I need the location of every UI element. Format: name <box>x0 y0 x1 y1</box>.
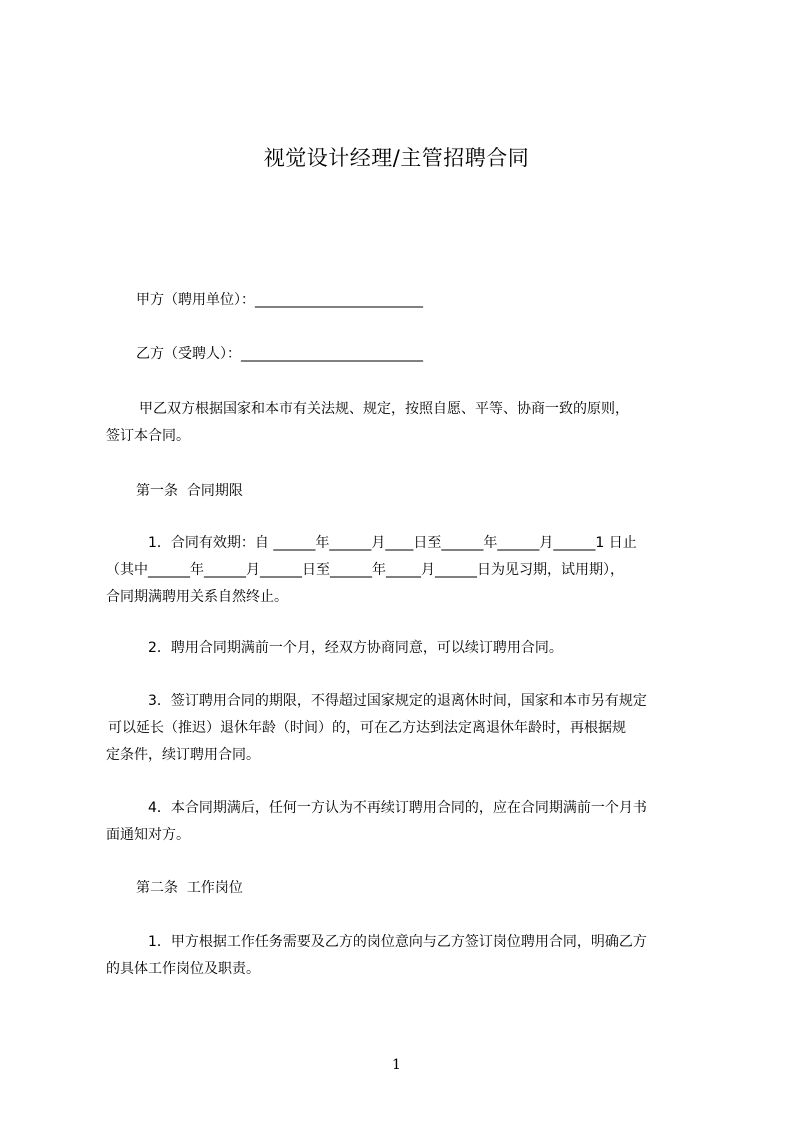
contract-title: 视觉设计经理/主管招聘合同 <box>263 146 530 170</box>
article-2-clause-1-line-2: 的具体工作岗位及职责。 <box>106 961 260 977</box>
party-b-line: 乙方（受聘人）：__________________________ <box>136 346 423 362</box>
article-1-heading: 第一条 合同期限 <box>136 483 243 499</box>
page-number: 1 <box>392 1057 401 1073</box>
preamble-line-2: 签订本合同。 <box>106 428 190 444</box>
article-1-clause-4-line-1: 4．本合同期满后，任何一方认为不再续订聘用合同的，应在合同期满前一个月书 <box>148 800 647 816</box>
article-1-clause-1-line-2: （其中______年______月______日至______年_____月______日为见习期，试用期）， <box>106 562 624 578</box>
article-1-clause-3-line-2: 可以延长（推迟）退休年龄（时间）的，可在乙方达到法定离退休年龄时，再根据规 <box>108 720 626 736</box>
article-1-clause-1-line-3: 合同期满聘用关系自然终止。 <box>106 589 288 605</box>
preamble-line-1: 甲乙双方根据国家和本市有关法规、规定，按照自愿、平等、协商一致的原则， <box>139 401 629 417</box>
article-1-clause-3-line-3: 定条件，续订聘用合同。 <box>106 747 260 763</box>
article-1-clause-4-line-2: 面通知对方。 <box>106 827 190 843</box>
article-2-heading: 第二条 工作岗位 <box>136 880 243 896</box>
party-a-line: 甲方（聘用单位）：________________________ <box>136 292 423 308</box>
article-1-clause-1-line-1: 1．合同有效期：自 ______年______月____日至______年______月______1 日止 <box>148 535 637 551</box>
article-2-clause-1-line-1: 1．甲方根据工作任务需要及乙方的岗位意向与乙方签订岗位聘用合同，明确乙方 <box>148 934 647 950</box>
article-1-clause-3-line-1: 3．签订聘用合同的期限，不得超过国家规定的退离休时间，国家和本市另有规定 <box>148 693 647 709</box>
article-1-clause-2-line-1: 2．聘用合同期满前一个月，经双方协商同意，可以续订聘用合同。 <box>148 640 563 656</box>
